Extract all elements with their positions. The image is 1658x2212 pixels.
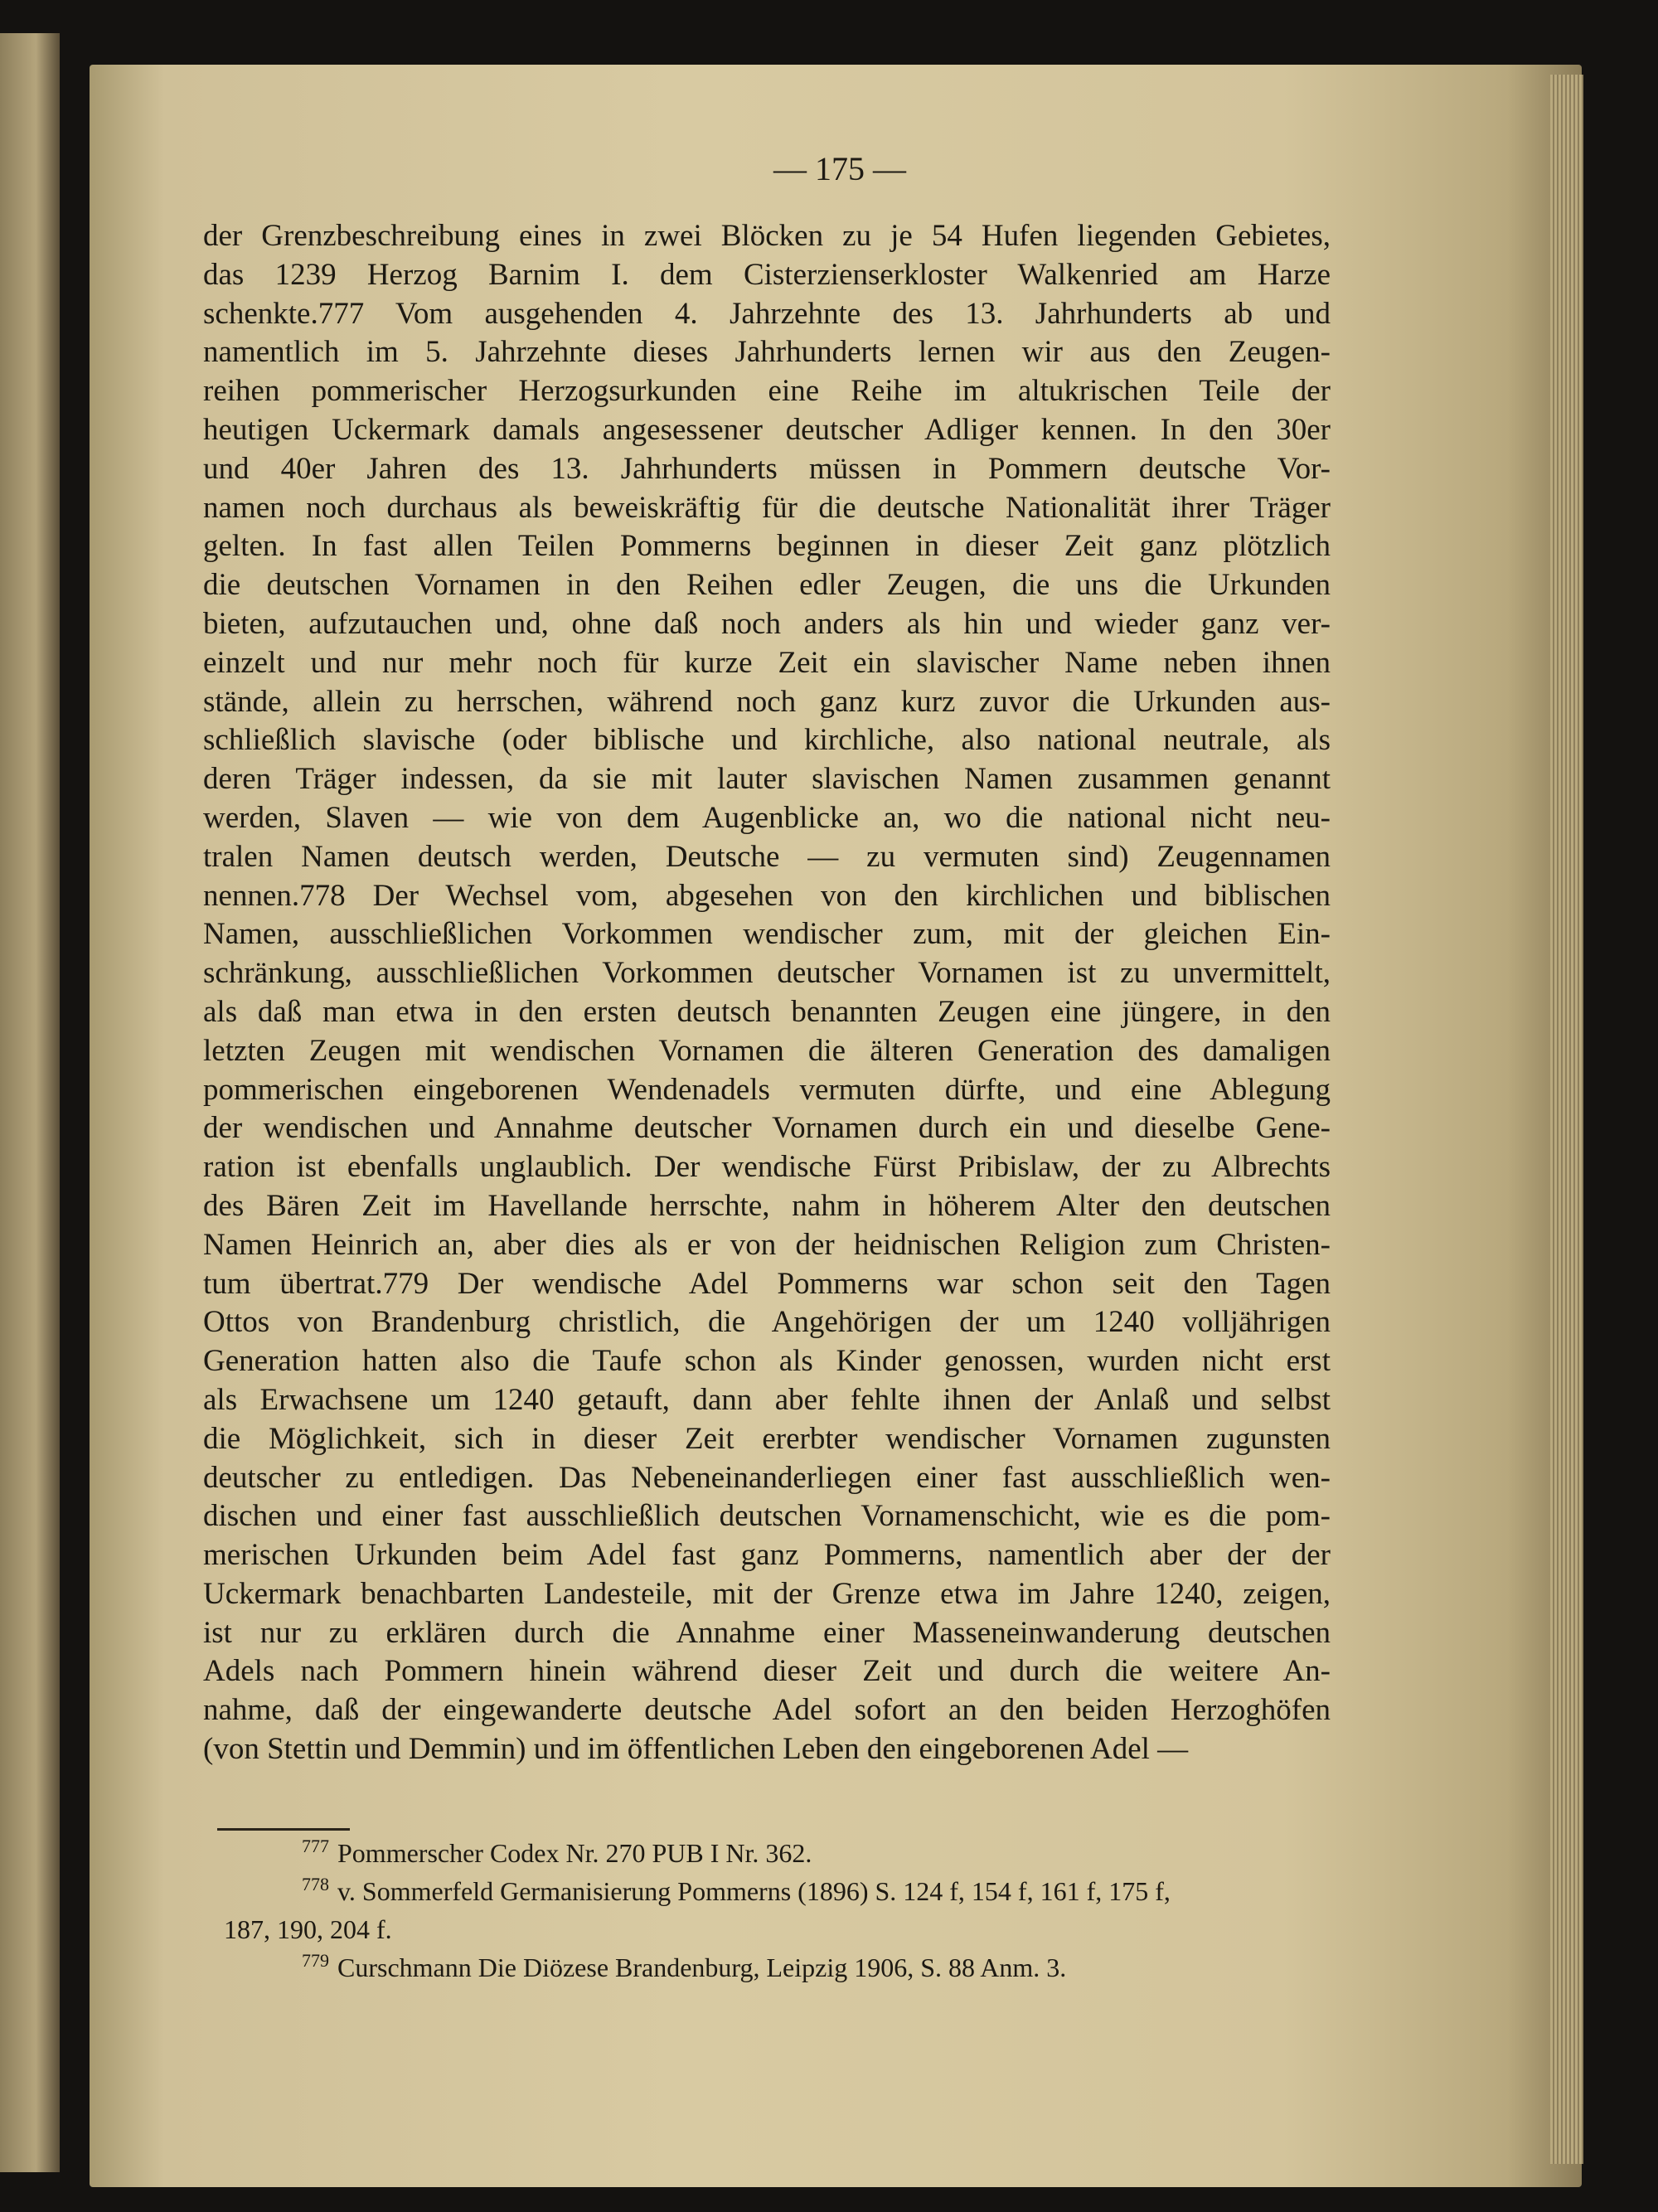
page-number: — 175 — (773, 150, 906, 187)
text-line: nennen.778 Der Wechsel vom, abgesehen von den kirchlichen und biblischen (203, 878, 1331, 913)
text-line: einzelt und nur mehr noch für kurze Zeit ein slavischer Name neben ihnen (203, 645, 1331, 680)
footnote-number: 777 (302, 1836, 329, 1857)
footnote (224, 1910, 1326, 1948)
text-line: Namen Heinrich an, aber dies als er von der heidnischen Religion zum Christen- (203, 1227, 1331, 1262)
text-line: und 40er Jahren des 13. Jahrhunderts müssen in Pommern deutsche Vor- (203, 451, 1331, 486)
text-line: heutigen Uckermark damals angesessener deutscher Adliger kennen. In den 30er (203, 412, 1331, 447)
text-line: das 1239 Herzog Barnim I. dem Cisterzienserkloster Walkenried am Harze (203, 257, 1331, 292)
text-line: der wendischen und Annahme deutscher Vornamen durch ein und dieselbe Gene- (203, 1111, 1331, 1146)
text-line: Generation hatten also die Taufe schon als Kinder genossen, wurden nicht erst (203, 1344, 1331, 1379)
text-line: pommerischen eingeborenen Wendenadels vermuten dürfte, und eine Ablegung (203, 1072, 1331, 1107)
text-line: Ottos von Brandenburg christlich, die Angehörigen der um 1240 volljährigen (203, 1305, 1331, 1340)
text-line: nahme, daß der eingewanderte deutsche Adel sofort an den beiden Herzoghöfen (203, 1693, 1331, 1728)
footnote-text: 187, 190, 204 f. (224, 1914, 392, 1944)
text-line: deutscher zu entledigen. Das Nebeneinanderliegen einer fast ausschließlich wen- (203, 1460, 1331, 1495)
text-line: tralen Namen deutsch werden, Deutsche — zu vermuten sind) Zeugennamen (203, 839, 1331, 874)
text-line: reihen pommerischer Herzogsurkunden eine Reihe im altukrischen Teile der (203, 374, 1331, 409)
footnote (224, 1834, 1326, 1872)
text-line: merischen Urkunden beim Adel fast ganz Pommerns, namentlich aber der der (203, 1538, 1331, 1573)
text-line: die deutschen Vornamen in den Reihen edler Zeugen, die uns die Urkunden (203, 568, 1331, 603)
footnote-text: v. Sommerfeld Germanisierung Pommerns (1896) S. 124 f, 154 f, 161 f, 175 f, (337, 1876, 1171, 1906)
text-line: der Grenzbeschreibung eines in zwei Blöcken zu je 54 Hufen liegenden Gebietes, (203, 219, 1331, 253)
footnote-number: 779 (302, 1950, 329, 1972)
text-line: (von Stettin und Demmin) und im öffentlichen Leben den eingeborenen Adel — (203, 1732, 1189, 1767)
text-line: die Möglichkeit, sich in dieser Zeit ererbter wendischer Vornamen zugunsten (203, 1421, 1331, 1456)
footnote (224, 1872, 1326, 1910)
footnotes (224, 1834, 1326, 1986)
text-line: dischen und einer fast ausschließlich deutschen Vornamenschicht, wie es die pom- (203, 1499, 1331, 1534)
text-line: schenkte.777 Vom ausgehenden 4. Jahrzehnte des 13. Jahrhunderts ab und (203, 296, 1331, 331)
text-line: bieten, aufzutauchen und, ohne daß noch anders als hin und wieder ganz ver- (203, 606, 1331, 641)
text-line: letzten Zeugen mit wendischen Vornamen die älteren Generation des damaligen (203, 1033, 1331, 1068)
footnote-text: Curschmann Die Diözese Brandenburg, Leipzig 1906, S. 88 Anm. 3. (337, 1952, 1067, 1982)
text-line: deren Träger indessen, da sie mit lauter slavischen Namen zusammen genannt (203, 762, 1331, 797)
text-line: Uckermark benachbarten Landesteile, mit der Grenze etwa im Jahre 1240, zeigen, (203, 1576, 1331, 1611)
text-line: als daß man etwa in den ersten deutsch benannten Zeugen eine jüngere, in den (203, 994, 1331, 1029)
text-line: des Bären Zeit im Havellande herrschte, nahm in höherem Alter den deutschen (203, 1188, 1331, 1223)
footnote-rule (217, 1828, 350, 1831)
text-line: Adels nach Pommern hinein während dieser Zeit und durch die weitere An- (203, 1654, 1331, 1689)
text-line: tum übertrat.779 Der wendische Adel Pommerns war schon seit den Tagen (203, 1266, 1331, 1301)
left-page-edge (0, 33, 60, 2172)
text-line: werden, Slaven — wie von dem Augenblicke an, wo die national nicht neu- (203, 800, 1331, 835)
text-line: namentlich im 5. Jahrzehnte dieses Jahrhunderts lernen wir aus den Zeugen- (203, 335, 1331, 370)
text-line: schließlich slavische (oder biblische und kirchliche, also national neutrale, als (203, 723, 1331, 758)
footnote (224, 1948, 1326, 1986)
text-line: ist nur zu erklären durch die Annahme einer Masseneinwanderung deutschen (203, 1615, 1331, 1650)
text-line: stände, allein zu herrschen, während noch ganz kurz zuvor die Urkunden aus- (203, 684, 1331, 719)
page-stack-edge (1550, 75, 1583, 2164)
text-line: ration ist ebenfalls unglaublich. Der wendische Fürst Pribislaw, der zu Albrechts (203, 1150, 1331, 1185)
footnote-text: Pommerscher Codex Nr. 270 PUB I Nr. 362. (337, 1838, 812, 1868)
text-line: namen noch durchaus als beweiskräftig für die deutsche Nationalität ihrer Träger (203, 490, 1331, 525)
text-line: als Erwachsene um 1240 getauft, dann aber fehlte ihnen der Anlaß und selbst (203, 1382, 1331, 1417)
body-text (203, 217, 1331, 1769)
text-line: gelten. In fast allen Teilen Pommerns beginnen in dieser Zeit ganz plötzlich (203, 529, 1331, 564)
footnote-number: 778 (302, 1874, 329, 1895)
text-line: schränkung, ausschließlichen Vorkommen deutscher Vornamen ist zu unvermittelt, (203, 956, 1331, 991)
text-line: Namen, ausschließlichen Vorkommen wendischer zum, mit der gleichen Ein- (203, 917, 1331, 952)
